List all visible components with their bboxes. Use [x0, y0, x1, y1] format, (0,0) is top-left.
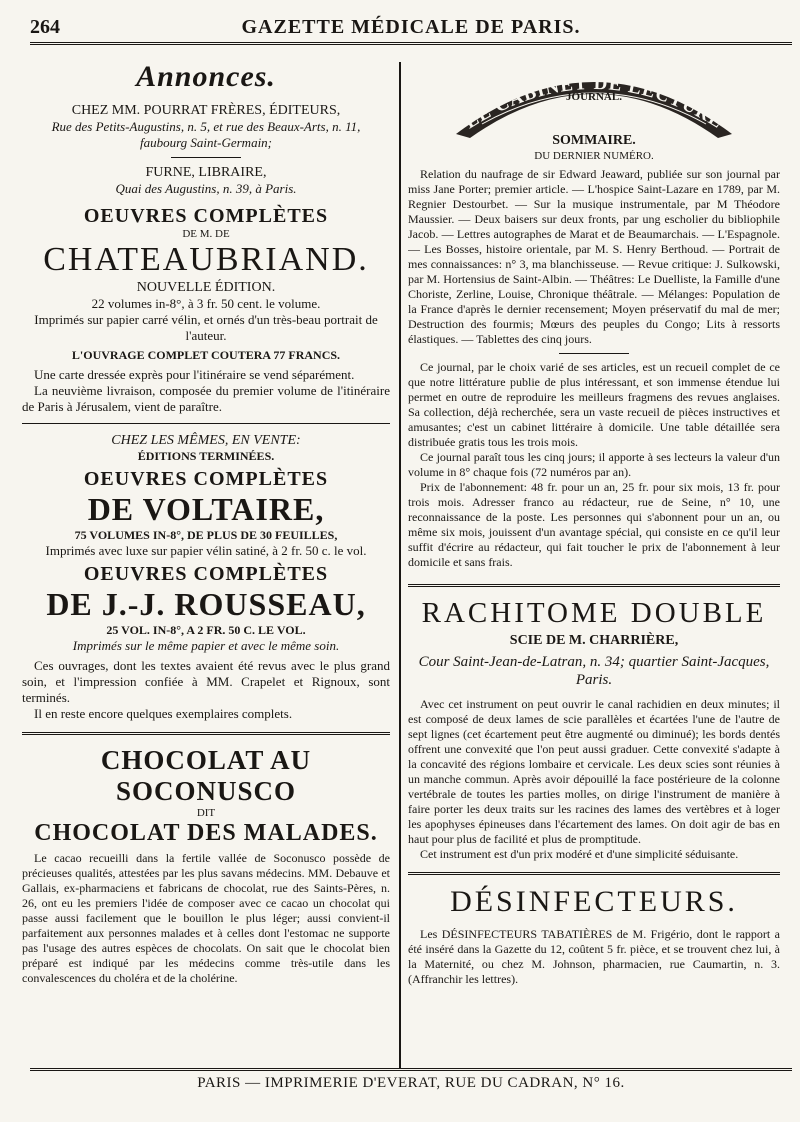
- footer-imprint: PARIS — IMPRIMERIE D'EVERAT, RUE DU CADRAN, N° 16.: [197, 1075, 625, 1091]
- separator: [408, 584, 780, 587]
- chocolat-body: Le cacao recueilli dans la fertile vallée de Soconusco possède de précieuses qualités, attestées par les plus savans médecins. MM. Debauve et Gallais, ex-pharmaciens et fabricans de chocolat, rue des Saints-Pères, n. 26, ont eu les premiers l'idée de composer avec ce cacao un chocolat qui passe aussi facilement que le bouillon le plus léger; aussi convient-il parfaitement aux personnes malades et à celles dont l'estomac ne supporte pas l'usage des autres espèces de chocolats. On sait que le chocolat bien préparé est indiqué par les médecins comme très-utile dans les convalescences du choléra et de la cholérine.: [22, 851, 390, 985]
- chocolat-title: CHOCOLAT AU SOCONUSCO: [100, 745, 312, 806]
- page-title: GAZETTE MÉDICALE DE PARIS.: [241, 16, 581, 38]
- rousseau-paper: Imprimés sur le même papier et avec le même soin.: [72, 638, 340, 653]
- voltaire-oeuvres: OEUVRES COMPLÈTES: [83, 468, 329, 490]
- rachitome-description: Avec cet instrument on peut ouvrir le canal rachidien en deux minutes; il est composé de deux lames de scie parallèles et écartées l'une de l'autre de sept lignes (cet écartement peut être augmenté ou diminué); les bords dentés offrent une convexité que l'on peut aussi graduer. Cette convexité s'adapte à la concavité des régions lombaire et cervicale. Les deux scies sont réunies à un manche commun. Après avoir dépouillé la face postérieure de la colonne vertébrale de toutes les parties molles, on dirige l'instrument de manière à faire porter les deux traits sur les racines des lames des vertèbres et à loger les apophyses épineuses dans l'écartement des lames. On doit agir de bas en haut pour plus de facilité et plus de promptitude.: [408, 697, 780, 846]
- voltaire-volumes: 75 VOLUMES IN-8°, DE PLUS DE 30 FEUILLES,: [74, 528, 338, 542]
- separator: [171, 157, 241, 158]
- chateaubriand-paper: Imprimés sur papier carré vélin, et ornés d'un très-beau portrait de l'auteur.: [34, 312, 378, 343]
- rachitome-price: Cet instrument est d'un prix modéré et d'une simplicité séduisante.: [420, 847, 739, 861]
- sommaire-text: Relation du naufrage de sir Edward Jeaward, publiée sur son journal par miss Jane Porter; premier article. — L'hospice Saint-Lazare en 1789, par M. Regnier Destourbet. — Sur la musique instrumentale, par M Théodore Maussier. — Deux baisers sur deux fronts, par ung escholier du bibliophile Jacob. — Lettres autographes de Marat et de Beaumarchais. — L'Espagnole. — Les Bosses, histoire orientale, par M. S. Henry Berthoud. — Portrait de mes connaissances: n° 3, ma blanchisseuse. — Revue critique: J. Sulkowski, par M. Hortensius de Saint-Albin. — Théâtres: Le Duelliste, la Famille d'une Choriste, Zerline, Louise, Chronique théâtrale. — Mélanges: Population de la France d'après le dernier recensement; Moyen préservatif du mal de mer; Destruction des fourmis; Mœurs des peuples du Congo; Lits à ressorts élastiques. — Tablettes des cinq jours.: [408, 167, 780, 346]
- left-column: [22, 58, 390, 986]
- rousseau-name: DE J.-J. ROUSSEAU,: [46, 586, 366, 622]
- chateaubriand-edition: NOUVELLE ÉDITION.: [136, 280, 276, 295]
- rousseau-oeuvres: OEUVRES COMPLÈTES: [83, 563, 329, 585]
- chateaubriand-oeuvres: OEUVRES COMPLÈTES: [83, 205, 329, 227]
- editions-terminees: ÉDITIONS TERMINÉES.: [137, 449, 275, 463]
- footer-rule: [30, 1068, 792, 1071]
- logo-sommaire: SOMMAIRE.: [552, 133, 636, 148]
- furne-address: Quai des Augustins, n. 39, à Paris.: [115, 181, 297, 196]
- separator: [22, 732, 390, 735]
- annonces-heading: Annonces.: [136, 60, 276, 93]
- pourrat-faubourg: faubourg Saint-Germain;: [139, 135, 273, 150]
- logo-banner-icon: [446, 60, 742, 148]
- page-header: [30, 14, 792, 44]
- desinfecteurs-body: Les DÉSINFECTEURS TABATIÈRES de M. Frigério, dont le rapport a été inséré dans la Gazette du 12, coûtent 5 fr. pièce, et se trouvent chez lui, à la Maternité, ou chez M. Johnson, pharmacien, rue Caumartin, n. 3. (Affranchir les lettres).: [408, 927, 780, 986]
- rachitome-scie: SCIE DE M. CHARRIÈRE,: [509, 633, 679, 648]
- chocolat-subtitle: CHOCOLAT DES MALADES.: [34, 820, 378, 846]
- separator: [559, 353, 629, 354]
- furne-line: FURNE, LIBRAIRE,: [145, 165, 267, 180]
- rousseau-volumes: 25 VOL. IN-8°, A 2 FR. 50 C. LE VOL.: [106, 623, 306, 637]
- desinfecteurs-title: DÉSINFECTEURS.: [450, 885, 738, 918]
- logo-arc-text: LE CABINET DE LECTURE: [461, 72, 727, 134]
- pourrat-address: Rue des Petits-Augustins, n. 5, et rue des Beaux-Arts, n. 11,: [51, 119, 361, 134]
- rachitome-title: RACHITOME DOUBLE: [421, 597, 767, 629]
- journal-frequency: Ce journal paraît tous les cinq jours; il apporte à ses lecteurs la valeur d'un volume in 8° chaque fois (72 numéros par an).: [408, 450, 780, 479]
- separator: [22, 423, 390, 424]
- page-footer: [30, 1068, 792, 1092]
- pourrat-line: CHEZ MM. POURRAT FRÈRES, ÉDITEURS,: [71, 103, 341, 118]
- header-rule: [30, 42, 792, 45]
- chateaubriand-name: CHATEAUBRIAND.: [43, 241, 369, 278]
- chateaubriand-carte: Une carte dressée exprès pour l'itinéraire se vend séparément.: [34, 367, 355, 382]
- right-column: [408, 58, 780, 987]
- chateaubriand-price: L'OUVRAGE COMPLET COUTERA 77 FRANCS.: [71, 348, 341, 362]
- page-number: 264: [30, 16, 60, 38]
- column-divider: [399, 62, 401, 1068]
- rachitome-address: Cour Saint-Jean-de-Latran, n. 34; quartier Saint-Jacques, Paris.: [418, 654, 770, 688]
- memes-vente: CHEZ LES MÊMES, EN VENTE:: [111, 433, 301, 448]
- separator: [408, 872, 780, 875]
- dernier-numero: DU DERNIER NUMÉRO.: [534, 150, 654, 162]
- chocolat-dit: DIT: [196, 807, 216, 819]
- logo-journal: JOURNAL.: [566, 91, 622, 103]
- cabinet-de-lecture-logo: [446, 60, 742, 148]
- rousseau-reste: Il en reste encore quelques exemplaires complets.: [34, 706, 293, 721]
- chateaubriand-volumes: 22 volumes in-8°, à 3 fr. 50 cent. le volume.: [91, 296, 321, 311]
- journal-description: Ce journal, par le choix varié de ses articles, est un recueil complet de ce que notre littérature publie de plus intéressant, et son immense étendue lui permet en outre de reproduire les meilleurs fragmens des revues anglaises. Sa collection, déjà recherchée, sera un vaste recueil de pièces instructives et amusantes; c'est un cabinet littéraire à domicile. Une table détaillée sera distribuée gratis tous les trois mois.: [408, 360, 780, 449]
- voltaire-name: DE VOLTAIRE,: [87, 491, 325, 527]
- journal-pricing: Prix de l'abonnement: 48 fr. pour un an, 25 fr. pour six mois, 13 fr. pour trois mois. Adresser franco au rédacteur, rue de Seine, n° 10, une reconnaissance de la poste. Les personnes qui s'abonnent pour un an, ou même six mois, jouissent d'un avantage spécial, qui consiste en ce qu'il leur suffit d'écrire au rédacteur, qui fait toucher le prix de l'abonnement à leur domicile et sans frais.: [408, 480, 780, 569]
- chateaubriand-neuvieme: La neuvième livraison, composée du premier volume de l'itinéraire de Paris à Jérusalem, vient de paraître.: [22, 383, 390, 414]
- rousseau-ouvrages: Ces ouvrages, dont les textes avaient été revus avec le plus grand soin, et l'impression confiée à MM. Crapelet et Rignoux, sont terminés.: [22, 658, 390, 705]
- voltaire-paper: Imprimés avec luxe sur papier vélin satiné, à 2 fr. 50 c. le vol.: [45, 543, 367, 558]
- chateaubriand-de-m: DE M. DE: [182, 228, 230, 240]
